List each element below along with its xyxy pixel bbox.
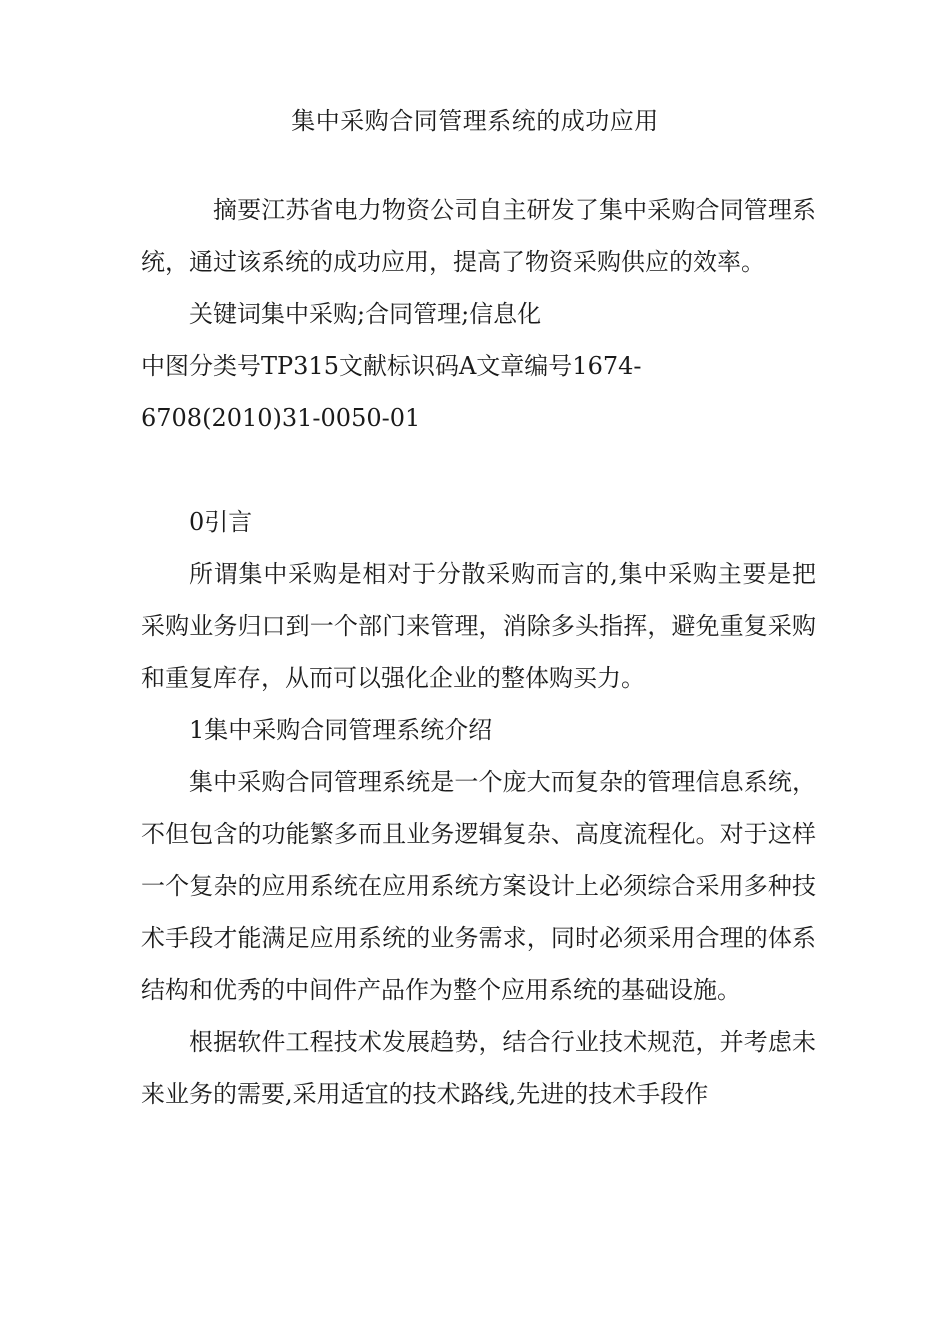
- section-0-heading: 0引言: [189, 508, 253, 536]
- section-1-paragraph-2: 根据软件工程技术发展趋势，结合行业技术规范，并考虑未来业务的需要,采用适宜的技术路线,先进的技术手段作: [141, 1028, 816, 1108]
- section-0-paragraph-1: 所谓集中采购是相对于分散采购而言的,集中采购主要是把采购业务归口到一个部门来管理，消除多头指挥，避免重复采购和重复库存，从而可以强化企业的整体购买力。: [141, 560, 816, 692]
- section-1-heading: 1集中采购合同管理系统介绍: [189, 716, 493, 744]
- keywords-line: 关键词集中采购;合同管理;信息化: [189, 300, 542, 328]
- classification-line-2: 6708(2010)31-0050-01: [141, 404, 421, 432]
- document-body: [141, 184, 816, 1120]
- section-gap: [141, 444, 816, 496]
- document-title: 集中采购合同管理系统的成功应用: [291, 107, 659, 135]
- section-1-paragraph-1: 集中采购合同管理系统是一个庞大而复杂的管理信息系统，不但包含的功能繁多而且业务逻辑复杂、高度流程化。对于这样一个复杂的应用系统在应用系统方案设计上必须综合采用多种技术手段才能满足应用系统的业务需求，同时必须采用合理的体系结构和优秀的中间件产品作为整个应用系统的基础设施。: [141, 768, 816, 1004]
- classification-line-1: 中图分类号TP315文献标识码A文章编号1674-: [141, 352, 642, 380]
- abstract-paragraph: 摘要江苏省电力物资公司自主研发了集中采购合同管理系统，通过该系统的成功应用，提高了物资采购供应的效率。: [141, 196, 816, 276]
